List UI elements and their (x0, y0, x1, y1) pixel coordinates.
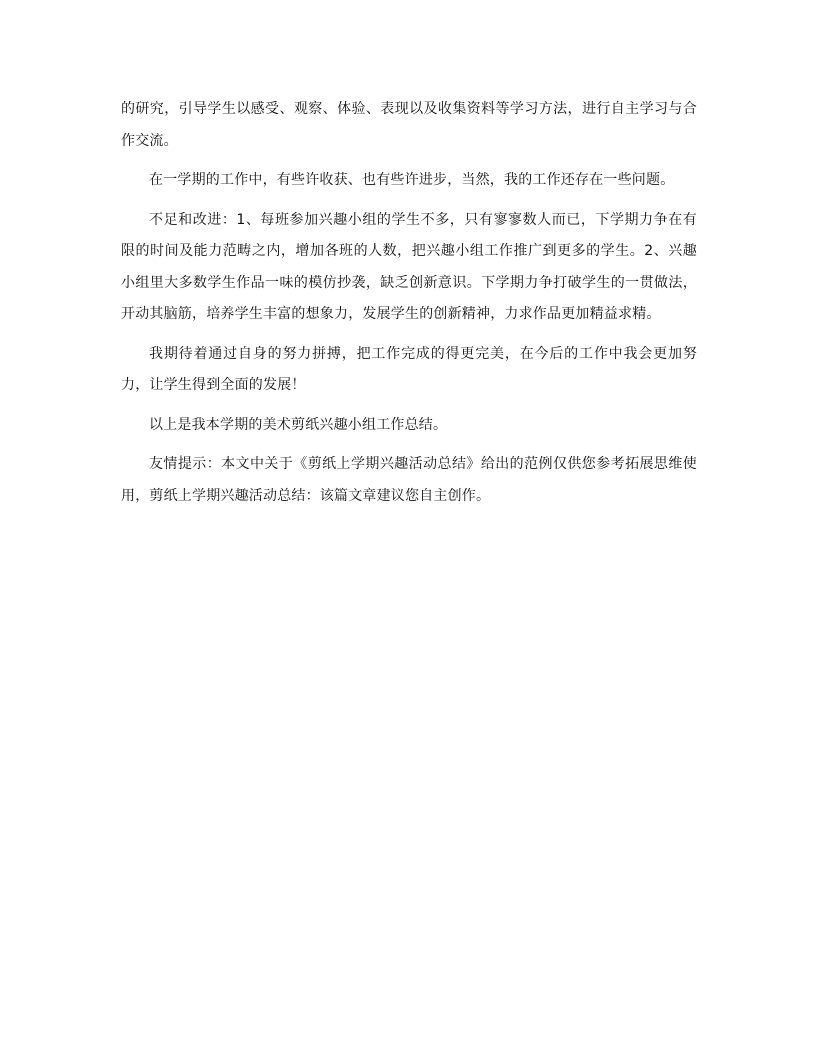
paragraph-expectation: 我期待着通过自身的努力拼搏，把工作完成的得更完美，在今后的工作中我会更加努力，让学生得到全面的发展！ (121, 345, 697, 393)
paragraph-progress: 在一学期的工作中，有些许收获、也有些许进步，当然，我的工作还存在一些问题。 (149, 172, 675, 188)
document-body (121, 94, 697, 520)
paragraph-friendly-tip: 友情提示：本文中关于《剪纸上学期兴趣活动总结》给出的范例仅供您参考拓展思维使用，剪纸上学期兴趣活动总结：该篇文章建议您自主创作。 (121, 456, 697, 504)
paragraph-improvements: 不足和改进：1、每班参加兴趣小组的学生不多，只有寥寥数人而已，下学期力争在有限的时间及能力范畴之内，增加各班的人数，把兴趣小组工作推广到更多的学生。2、兴趣小组里大多数学生作品一味的模仿抄袭，缺乏创新意识。下学期力争打破学生的一贯做法，开动其脑筋，培养学生丰富的想象力，发展学生的创新精神，力求作品更加精益求精。 (121, 211, 697, 322)
paragraph-summary: 以上是我本学期的美术剪纸兴趣小组工作总结。 (149, 416, 448, 433)
paragraph-continued: 的研究，引导学生以感受、观察、体验、表现以及收集资料等学习方法，进行自主学习与合作交流。 (121, 101, 697, 149)
